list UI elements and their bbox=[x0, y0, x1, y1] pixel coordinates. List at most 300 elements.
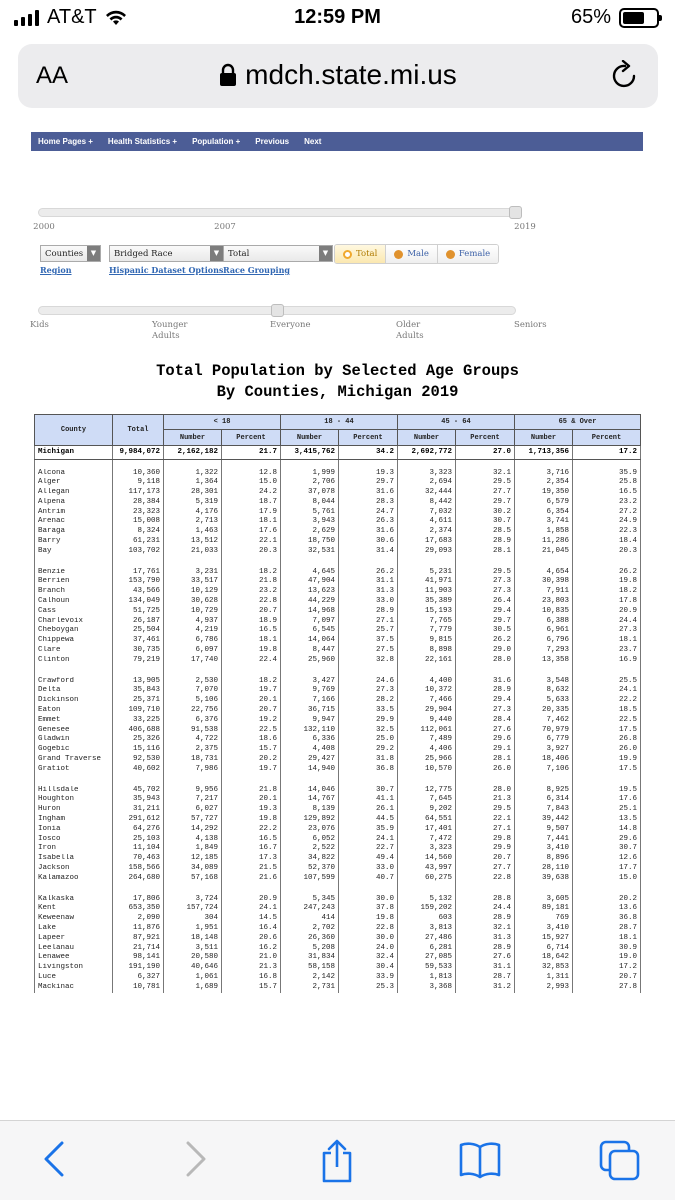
value-cell: 4,722 bbox=[164, 735, 222, 745]
nav-home-pages[interactable]: Home Pages + bbox=[38, 137, 93, 146]
value-cell: 30.0 bbox=[339, 895, 398, 905]
chevron-down-icon: ▼ bbox=[210, 246, 223, 261]
value-cell: 17.5 bbox=[573, 726, 641, 736]
value-cell: 16.5 bbox=[573, 488, 641, 498]
value-cell: 27,085 bbox=[398, 953, 456, 963]
value-cell: 31.6 bbox=[456, 677, 515, 687]
table-row bbox=[35, 786, 641, 796]
address-bar[interactable] bbox=[18, 44, 658, 108]
value-cell: 19.3 bbox=[222, 805, 281, 815]
table-row bbox=[35, 735, 641, 745]
table-row bbox=[35, 636, 641, 646]
county-name-cell: Calhoun bbox=[35, 597, 113, 607]
value-cell: 6,779 bbox=[515, 735, 573, 745]
value-cell: 8,044 bbox=[281, 498, 339, 508]
value-cell: 20.7 bbox=[222, 607, 281, 617]
spacer-cell bbox=[456, 775, 515, 786]
value-cell: 19.2 bbox=[222, 716, 281, 726]
value-cell: 2,374 bbox=[398, 527, 456, 537]
value-cell: 49.4 bbox=[339, 854, 398, 864]
value-cell: 22.8 bbox=[456, 874, 515, 884]
row-spacer bbox=[35, 666, 641, 677]
value-cell: 30.7 bbox=[573, 844, 641, 854]
table-row bbox=[35, 924, 641, 934]
spacer-cell bbox=[515, 775, 573, 786]
table-row bbox=[35, 874, 641, 884]
spacer-cell bbox=[281, 460, 339, 469]
value-cell: 1,061 bbox=[164, 973, 222, 983]
value-cell: 29.2 bbox=[339, 745, 398, 755]
hispanic-select[interactable] bbox=[109, 245, 224, 262]
reload-icon[interactable] bbox=[610, 60, 640, 92]
value-cell: 19.8 bbox=[222, 646, 281, 656]
value-cell: 7,779 bbox=[398, 626, 456, 636]
value-cell: 6,354 bbox=[515, 508, 573, 518]
value-cell: 27.3 bbox=[456, 587, 515, 597]
table-row bbox=[35, 825, 641, 835]
table-row bbox=[35, 677, 641, 687]
value-cell: 31.3 bbox=[456, 934, 515, 944]
county-name-cell: Alger bbox=[35, 478, 113, 488]
value-cell: 24.2 bbox=[222, 488, 281, 498]
value-cell: 33.5 bbox=[339, 706, 398, 716]
county-name-cell: Cheboygan bbox=[35, 626, 113, 636]
table-row bbox=[35, 547, 641, 557]
value-cell: 16.2 bbox=[222, 944, 281, 954]
value-cell: 22,756 bbox=[164, 706, 222, 716]
value-cell: 31.2 bbox=[456, 983, 515, 993]
value-cell: 7,097 bbox=[281, 617, 339, 627]
table-row bbox=[35, 716, 641, 726]
value-cell: 20.9 bbox=[573, 607, 641, 617]
value-cell: 30,628 bbox=[164, 597, 222, 607]
col-header-18-44: 18 - 44 bbox=[281, 415, 398, 430]
county-name-cell: Clinton bbox=[35, 656, 113, 666]
county-name-cell: Isabella bbox=[35, 854, 113, 864]
value-cell: 31.1 bbox=[456, 963, 515, 973]
sub-header-percent: Percent bbox=[456, 430, 515, 446]
value-cell: 4,654 bbox=[515, 568, 573, 578]
value-cell: 25,960 bbox=[281, 656, 339, 666]
county-name-cell: Bay bbox=[35, 547, 113, 557]
value-cell: 25.3 bbox=[339, 983, 398, 993]
share-icon[interactable] bbox=[318, 1139, 356, 1183]
value-cell: 24.1 bbox=[573, 686, 641, 696]
value-cell: 3,231 bbox=[164, 568, 222, 578]
year-slider[interactable] bbox=[38, 208, 520, 217]
value-cell: 3,548 bbox=[515, 677, 573, 687]
value-cell: 6,052 bbox=[281, 835, 339, 845]
value-cell: 29.5 bbox=[456, 568, 515, 578]
value-cell: 24.4 bbox=[573, 617, 641, 627]
value-cell: 2,629 bbox=[281, 527, 339, 537]
value-cell: 28.3 bbox=[339, 498, 398, 508]
table-row bbox=[35, 795, 641, 805]
value-cell: 14,560 bbox=[398, 854, 456, 864]
nav-population[interactable]: Population + bbox=[192, 137, 241, 146]
county-name-cell: Iosco bbox=[35, 835, 113, 845]
carrier-label: AT&T bbox=[47, 6, 97, 28]
value-cell: 247,243 bbox=[281, 904, 339, 914]
table-row bbox=[35, 607, 641, 617]
value-cell: 29.0 bbox=[456, 646, 515, 656]
value-cell: 10,570 bbox=[398, 765, 456, 775]
value-cell: 7,217 bbox=[164, 795, 222, 805]
radio-female[interactable] bbox=[438, 245, 498, 263]
table-row bbox=[35, 508, 641, 518]
value-cell: 37.5 bbox=[339, 636, 398, 646]
value-cell: 70,463 bbox=[113, 854, 164, 864]
value-cell: 40,646 bbox=[164, 963, 222, 973]
value-cell: 3,741 bbox=[515, 517, 573, 527]
value-cell: 8,925 bbox=[515, 786, 573, 796]
table-row bbox=[35, 686, 641, 696]
value-cell: 31.8 bbox=[339, 755, 398, 765]
value-cell: 1,999 bbox=[281, 469, 339, 479]
value-cell: 19.3 bbox=[339, 469, 398, 479]
value-cell: 2,375 bbox=[164, 745, 222, 755]
value-cell: 7,466 bbox=[398, 696, 456, 706]
spacer-cell bbox=[113, 775, 164, 786]
race-grouping-link[interactable]: Race Grouping bbox=[223, 265, 291, 275]
value-cell: 35.9 bbox=[573, 469, 641, 479]
value-cell: 32.1 bbox=[456, 469, 515, 479]
value-cell: 264,680 bbox=[113, 874, 164, 884]
region-select[interactable] bbox=[40, 245, 101, 262]
table-row bbox=[35, 696, 641, 706]
value-cell: 8,896 bbox=[515, 854, 573, 864]
spacer-cell bbox=[573, 884, 641, 895]
county-name-cell: Gogebic bbox=[35, 745, 113, 755]
spacer-cell bbox=[164, 460, 222, 469]
county-name-cell: Lapeer bbox=[35, 934, 113, 944]
county-name-cell: Allegan bbox=[35, 488, 113, 498]
value-cell: 16.5 bbox=[222, 835, 281, 845]
value-cell: 15,008 bbox=[113, 517, 164, 527]
value-cell: 4,937 bbox=[164, 617, 222, 627]
value-cell: 33,225 bbox=[113, 716, 164, 726]
value-cell: 15.7 bbox=[222, 745, 281, 755]
value-cell: 406,688 bbox=[113, 726, 164, 736]
value-cell: 27.5 bbox=[339, 646, 398, 656]
value-cell: 32.4 bbox=[339, 953, 398, 963]
value-cell: 25.5 bbox=[573, 677, 641, 687]
value-cell: 26.3 bbox=[339, 517, 398, 527]
value-cell: 25,504 bbox=[113, 626, 164, 636]
value-cell: 29.6 bbox=[573, 835, 641, 845]
value-cell: 13,623 bbox=[281, 587, 339, 597]
value-cell: 17,740 bbox=[164, 656, 222, 666]
value-cell: 10,781 bbox=[113, 983, 164, 993]
value-cell: 159,202 bbox=[398, 904, 456, 914]
value-cell: 87,921 bbox=[113, 934, 164, 944]
table-row bbox=[35, 726, 641, 736]
value-cell: 37,461 bbox=[113, 636, 164, 646]
value-cell: 2,702 bbox=[281, 924, 339, 934]
state-total-row bbox=[35, 446, 641, 460]
value-cell: 19,350 bbox=[515, 488, 573, 498]
row-spacer bbox=[35, 460, 641, 469]
value-cell: 29.4 bbox=[456, 607, 515, 617]
county-name-cell: Iron bbox=[35, 844, 113, 854]
table-row bbox=[35, 934, 641, 944]
value-cell: 17.6 bbox=[573, 795, 641, 805]
spacer-cell bbox=[398, 884, 456, 895]
value-cell: 30.4 bbox=[339, 963, 398, 973]
nav-previous[interactable]: Previous bbox=[255, 137, 290, 146]
value-cell: 20.7 bbox=[456, 854, 515, 864]
value-cell: 19.7 bbox=[222, 686, 281, 696]
table-row bbox=[35, 914, 641, 924]
value-cell: 28.9 bbox=[456, 944, 515, 954]
value-cell: 22.5 bbox=[573, 716, 641, 726]
value-cell: 14,292 bbox=[164, 825, 222, 835]
tabs-icon[interactable] bbox=[598, 1139, 642, 1181]
value-cell: 14,940 bbox=[281, 765, 339, 775]
value-cell: 11,104 bbox=[113, 844, 164, 854]
spacer-cell bbox=[339, 775, 398, 786]
value-cell: 28.7 bbox=[573, 924, 641, 934]
value-cell: 19.8 bbox=[339, 914, 398, 924]
value-cell: 3,927 bbox=[515, 745, 573, 755]
value-cell: 21,045 bbox=[515, 547, 573, 557]
value-cell: 35.9 bbox=[339, 825, 398, 835]
value-cell: 25.0 bbox=[339, 735, 398, 745]
value-cell: 7,986 bbox=[164, 765, 222, 775]
value-cell: 4,219 bbox=[164, 626, 222, 636]
value-cell: 20.9 bbox=[222, 895, 281, 905]
value-cell: 28,384 bbox=[113, 498, 164, 508]
value-cell: 3,410 bbox=[515, 844, 573, 854]
spacer-cell bbox=[573, 666, 641, 677]
value-cell: 14,046 bbox=[281, 786, 339, 796]
county-name-cell: Ionia bbox=[35, 825, 113, 835]
spacer-cell bbox=[164, 666, 222, 677]
value-cell: 17,761 bbox=[113, 568, 164, 578]
county-name-cell: Charlevoix bbox=[35, 617, 113, 627]
hispanic-options-link[interactable]: Hispanic Dataset Options bbox=[109, 265, 224, 275]
value-cell: 7,106 bbox=[515, 765, 573, 775]
value-cell: 32.8 bbox=[339, 656, 398, 666]
value-cell: 28,301 bbox=[164, 488, 222, 498]
county-name-cell: Berrien bbox=[35, 577, 113, 587]
value-cell: 28.0 bbox=[456, 656, 515, 666]
value-cell: 16.8 bbox=[222, 973, 281, 983]
value-cell: 18.9 bbox=[222, 617, 281, 627]
value-cell: 17.2 bbox=[573, 446, 641, 460]
table-title-line2: By Counties, Michigan 2019 bbox=[216, 383, 459, 401]
col-header-45-64: 45 - 64 bbox=[398, 415, 515, 430]
site-nav bbox=[31, 132, 643, 151]
value-cell: 26,187 bbox=[113, 617, 164, 627]
spacer-cell bbox=[456, 884, 515, 895]
value-cell: 5,633 bbox=[515, 696, 573, 706]
value-cell: 44.5 bbox=[339, 815, 398, 825]
value-cell: 35,389 bbox=[398, 597, 456, 607]
age-label-kids: Kids bbox=[30, 320, 49, 330]
spacer-cell bbox=[35, 557, 113, 568]
value-cell: 157,724 bbox=[164, 904, 222, 914]
value-cell: 6,388 bbox=[515, 617, 573, 627]
value-cell: 27.1 bbox=[456, 825, 515, 835]
spacer-cell bbox=[339, 666, 398, 677]
value-cell: 26.1 bbox=[339, 805, 398, 815]
value-cell: 20.1 bbox=[222, 696, 281, 706]
spacer-cell bbox=[515, 666, 573, 677]
value-cell: 24.0 bbox=[339, 944, 398, 954]
spacer-cell bbox=[164, 775, 222, 786]
value-cell: 31.6 bbox=[339, 527, 398, 537]
value-cell: 37,078 bbox=[281, 488, 339, 498]
county-name-cell: Leelanau bbox=[35, 944, 113, 954]
value-cell: 22.8 bbox=[339, 924, 398, 934]
value-cell: 26.2 bbox=[573, 568, 641, 578]
value-cell: 6,336 bbox=[281, 735, 339, 745]
table-row bbox=[35, 646, 641, 656]
value-cell: 29.7 bbox=[456, 498, 515, 508]
table-row bbox=[35, 953, 641, 963]
forward-icon[interactable] bbox=[180, 1139, 210, 1179]
value-cell: 16.4 bbox=[222, 924, 281, 934]
value-cell: 23,076 bbox=[281, 825, 339, 835]
value-cell: 19.8 bbox=[222, 815, 281, 825]
value-cell: 64,276 bbox=[113, 825, 164, 835]
value-cell: 22.2 bbox=[573, 696, 641, 706]
value-cell: 11,286 bbox=[515, 537, 573, 547]
value-cell: 22.1 bbox=[456, 815, 515, 825]
value-cell: 18.2 bbox=[222, 677, 281, 687]
value-cell: 27.7 bbox=[456, 488, 515, 498]
value-cell: 25.7 bbox=[339, 626, 398, 636]
sex-radio-group bbox=[334, 244, 499, 264]
table-row bbox=[35, 537, 641, 547]
value-cell: 13,358 bbox=[515, 656, 573, 666]
value-cell: 15,116 bbox=[113, 745, 164, 755]
spacer-cell bbox=[398, 666, 456, 677]
value-cell: 57,727 bbox=[164, 815, 222, 825]
county-name-cell: Alcona bbox=[35, 469, 113, 479]
spacer-cell bbox=[398, 775, 456, 786]
row-spacer bbox=[35, 884, 641, 895]
value-cell: 22.5 bbox=[222, 726, 281, 736]
value-cell: 2,694 bbox=[398, 478, 456, 488]
value-cell: 22.3 bbox=[573, 527, 641, 537]
year-label-start: 2000 bbox=[33, 222, 55, 232]
value-cell: 26.8 bbox=[573, 735, 641, 745]
nav-health-statistics[interactable]: Health Statistics + bbox=[107, 137, 178, 146]
value-cell: 5,106 bbox=[164, 696, 222, 706]
county-name-cell: Lake bbox=[35, 924, 113, 934]
battery-percent: 65% bbox=[570, 6, 611, 28]
value-cell: 18.4 bbox=[573, 537, 641, 547]
value-cell: 291,612 bbox=[113, 815, 164, 825]
county-name-cell: Benzie bbox=[35, 568, 113, 578]
age-slider-handle[interactable] bbox=[271, 304, 284, 317]
radio-icon bbox=[394, 250, 403, 259]
text-size-label: AA bbox=[36, 62, 69, 89]
value-cell: 6,786 bbox=[164, 636, 222, 646]
race-select[interactable] bbox=[223, 245, 333, 262]
value-cell: 15.0 bbox=[573, 874, 641, 884]
spacer-cell bbox=[222, 460, 281, 469]
value-cell: 3,427 bbox=[281, 677, 339, 687]
value-cell: 25,103 bbox=[113, 835, 164, 845]
value-cell: 28.5 bbox=[456, 527, 515, 537]
value-cell: 9,947 bbox=[281, 716, 339, 726]
value-cell: 6,796 bbox=[515, 636, 573, 646]
value-cell: 92,530 bbox=[113, 755, 164, 765]
value-cell: 12,775 bbox=[398, 786, 456, 796]
value-cell: 107,599 bbox=[281, 874, 339, 884]
value-cell: 13,512 bbox=[164, 537, 222, 547]
value-cell: 1,322 bbox=[164, 469, 222, 479]
value-cell: 20.3 bbox=[222, 547, 281, 557]
value-cell: 26.2 bbox=[456, 636, 515, 646]
value-cell: 103,702 bbox=[113, 547, 164, 557]
bookmarks-icon[interactable] bbox=[458, 1139, 502, 1179]
value-cell: 25,371 bbox=[113, 696, 164, 706]
value-cell: 6,281 bbox=[398, 944, 456, 954]
county-name-cell: Eaton bbox=[35, 706, 113, 716]
table-row bbox=[35, 755, 641, 765]
region-link[interactable]: Region bbox=[40, 265, 72, 275]
county-name-cell: Hillsdale bbox=[35, 786, 113, 796]
value-cell: 25.8 bbox=[573, 478, 641, 488]
value-cell: 2,354 bbox=[515, 478, 573, 488]
value-cell: 1,849 bbox=[164, 844, 222, 854]
value-cell: 29,904 bbox=[398, 706, 456, 716]
value-cell: 14.8 bbox=[573, 825, 641, 835]
back-icon[interactable] bbox=[40, 1139, 70, 1179]
value-cell: 11,903 bbox=[398, 587, 456, 597]
radio-total[interactable] bbox=[335, 245, 386, 263]
value-cell: 29,427 bbox=[281, 755, 339, 765]
year-slider-handle[interactable] bbox=[509, 206, 522, 219]
spacer-cell bbox=[164, 557, 222, 568]
value-cell: 17,806 bbox=[113, 895, 164, 905]
table-row bbox=[35, 835, 641, 845]
value-cell: 14,767 bbox=[281, 795, 339, 805]
table-row bbox=[35, 478, 641, 488]
value-cell: 2,692,772 bbox=[398, 446, 456, 460]
value-cell: 18.1 bbox=[222, 517, 281, 527]
table-row bbox=[35, 568, 641, 578]
table-row bbox=[35, 527, 641, 537]
value-cell: 132,110 bbox=[281, 726, 339, 736]
url-display[interactable] bbox=[18, 59, 658, 91]
radio-male[interactable] bbox=[386, 245, 438, 263]
value-cell: 37.8 bbox=[339, 904, 398, 914]
value-cell: 29.6 bbox=[456, 735, 515, 745]
value-cell: 1,311 bbox=[515, 973, 573, 983]
value-cell: 11,876 bbox=[113, 924, 164, 934]
county-name-cell: Kalamazoo bbox=[35, 874, 113, 884]
value-cell: 5,345 bbox=[281, 895, 339, 905]
value-cell: 18.7 bbox=[222, 498, 281, 508]
value-cell: 17.6 bbox=[222, 527, 281, 537]
county-name-cell: Kalkaska bbox=[35, 895, 113, 905]
table-title-line1: Total Population by Selected Age Groups bbox=[156, 362, 519, 380]
county-name-cell: Barry bbox=[35, 537, 113, 547]
value-cell: 23.7 bbox=[573, 646, 641, 656]
value-cell: 3,605 bbox=[515, 895, 573, 905]
value-cell: 3,368 bbox=[398, 983, 456, 993]
value-cell: 39,442 bbox=[515, 815, 573, 825]
value-cell: 20.2 bbox=[573, 895, 641, 905]
value-cell: 117,173 bbox=[113, 488, 164, 498]
nav-next[interactable]: Next bbox=[304, 137, 322, 146]
value-cell: 28.1 bbox=[456, 755, 515, 765]
